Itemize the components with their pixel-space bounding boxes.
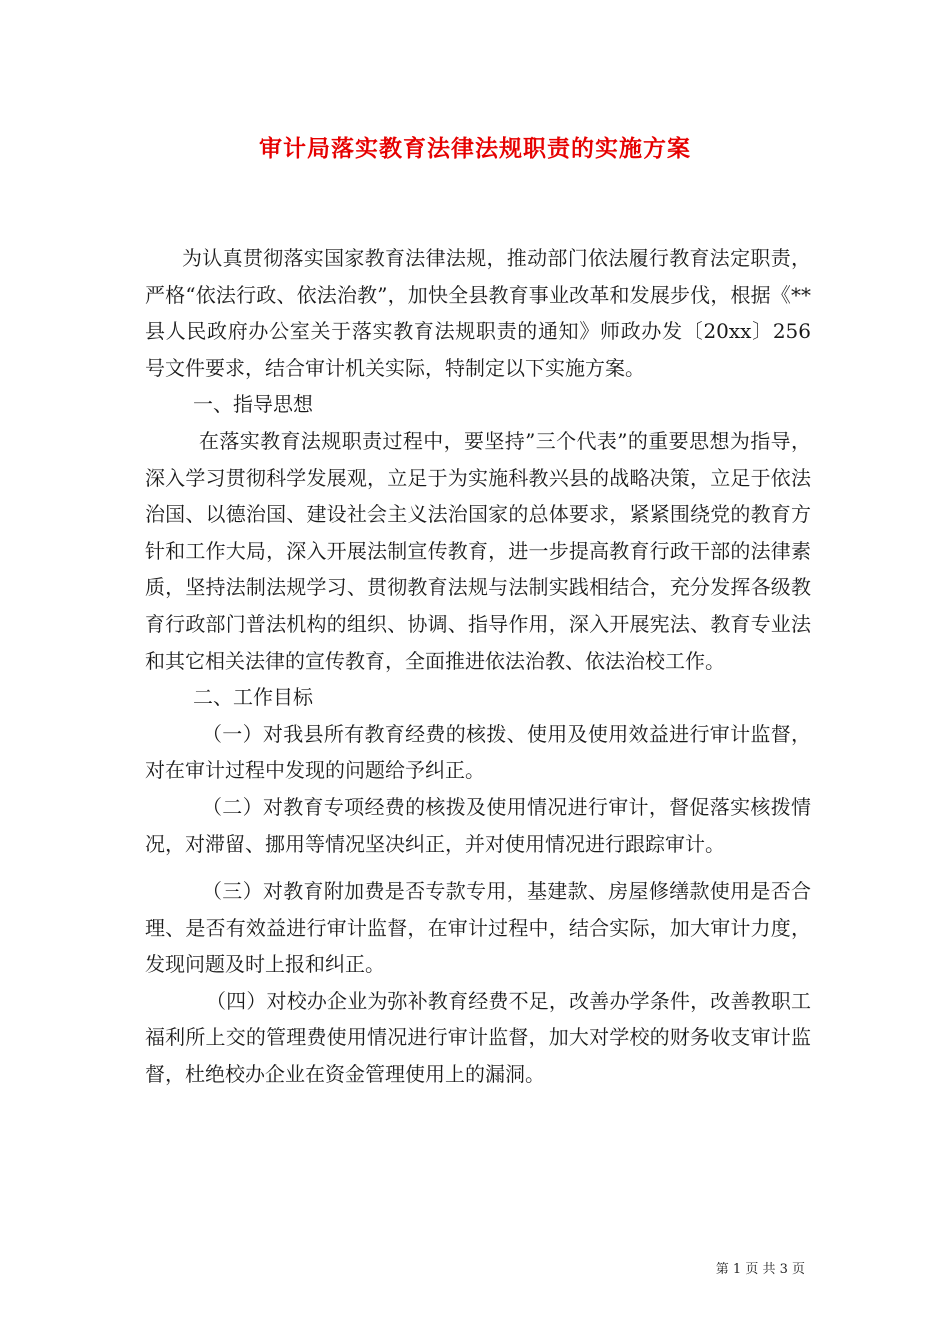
intro-paragraph: 为认真贯彻落实国家教育法律法规，推动部门依法履行教育法定职责，严格“依法行政、依法治教”，加快全县教育事业改革和发展步伐，根据《**县人民政府办公室关于落实教育法规职责的通知》师政办发〔20xx〕256号文件要求，结合审计机关实际，特制定以下实施方案。: [145, 246, 811, 380]
section-heading-guiding-ideology: 一、指导思想: [193, 392, 313, 417]
work-goal-item-3: （三）对教育附加费是否专款专用，基建款、房屋修缮款使用是否合理、是否有效益进行审计监督，在审计过程中，结合实际，加大审计力度，发现问题及时上报和纠正。: [145, 879, 811, 977]
work-goal-item-4: （四）对校办企业为弥补教育经费不足，改善办学条件，改善教职工福利所上交的管理费使用情况进行审计监督，加大对学校的财务收支审计监督，杜绝校办企业在资金管理使用上的漏洞。: [145, 988, 811, 1087]
guiding-ideology-paragraph: 在落实教育法规职责过程中，要坚持”三个代表”的重要思想为指导，深入学习贯彻科学发展观，立足于为实施科教兴县的战略决策，立足于依法治国、以德治国、建设社会主义法治国家的总体要求，紧紧围绕党的教育方针和工作大局，深入开展法制宣传教育，进一步提高教育行政干部的法律素质，坚持法制法规学习、贯彻教育法规与法制实践相结合，充分发挥各级教育行政部门普法机构的组织、协调、指导作用，深入开展宪法、教育专业法和其它相关法律的宣传教育，全面推进依法治教、依法治校工作。: [145, 428, 811, 673]
document-title: 审计局落实教育法律法规职责的实施方案: [259, 135, 691, 162]
document-body: [145, 240, 811, 1093]
page-number-indicator: 第 1 页 共 3 页: [715, 1262, 805, 1277]
work-goal-item-2: （二）对教育专项经费的核拨及使用情况进行审计，督促落实核拨情况，对滞留、挪用等情况坚决纠正，并对使用情况进行跟踪审计。: [145, 794, 811, 856]
work-goal-item-1: （一）对我县所有教育经费的核拨、使用及使用效益进行审计监督，对在审计过程中发现的问题给予纠正。: [145, 721, 811, 783]
section-heading-work-goals: 二、工作目标: [193, 685, 313, 710]
